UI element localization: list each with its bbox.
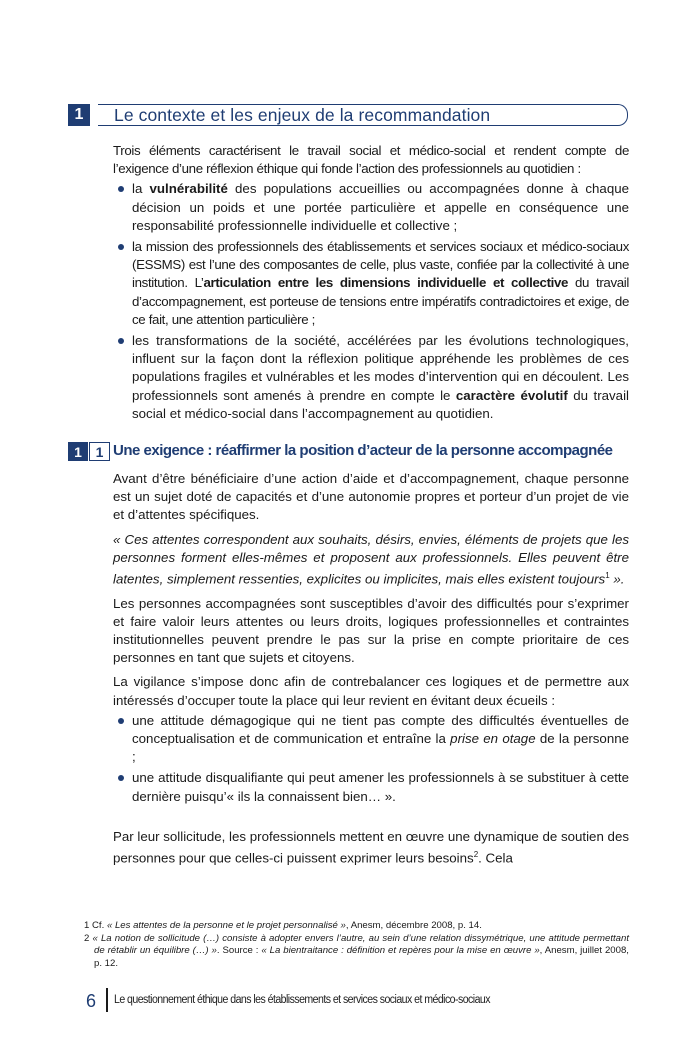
footnote-ref: 1 [605, 571, 610, 581]
subsection-number-minor: 1 [89, 442, 110, 461]
paragraph: Avant d’être bénéficiaire d’une action d’aide et d’accompagnement, chaque personne est un sujet doté de capacités et d’une autonomie propres et porteur d’un projet de vie et d’attentes spécifiques. [113, 471, 629, 523]
intro-list-item: la vulnérabilité des populations accueillies ou accompagnées donne à chaque décision un poids et une portée particulière et appelle en conséquence une responsabilité professionnelle individuelle et collective ; [132, 180, 629, 235]
pitfall-item: une attitude disqualifiante qui peut amener les professionnels à se substituer à cette dernière puisqu’« ils la connaissent bien… ». [132, 769, 629, 805]
intro-block [113, 142, 629, 426]
footnote-2: 2 « La notion de sollicitude (…) consiste à adopter envers l’autre, au sein d’une relation dissymétrique, une attitude permettant de rétablir un équilibre (…) ». Source : « La bientraitance : définition et repères pour la mise en œuvre », Anesm, juillet 2008, p. 12. [84, 932, 629, 969]
intro-list-item: les transformations de la société, accélérées par les évolutions technologiques, influent sur la façon dont la réflexion politique appréhende les problèmes de ces populations fragiles et vulnérables et les modes d’intervention qui en découlent. Les professionnels sont amenés à prendre en compte le caractère évolutif du travail social et médico-social dans l’accompagnement au quotidien. [132, 332, 629, 423]
pitfall-list [113, 712, 629, 806]
quote-paragraph: « Ces attentes correspondent aux souhaits, désirs, envies, éléments de projets que les personnes forment elles-mêmes et proposent aux professionnels. Elles peuvent être latentes, simplement ressenties, explicites ou implicites, mais elles existent toujours$^1$ ». [113, 531, 629, 587]
subsection-number-major: 1 [68, 442, 88, 461]
subsection-title: Une exigence : réaffirmer la position d’acteur de la personne accompagnée [113, 442, 613, 459]
page-footer [86, 988, 606, 1014]
intro-lead: Trois éléments caractérisent le travail social et médico-social et rendent compte de l’exigence d’une réflexion éthique qui fonde l’action des professionnels au quotidien : [113, 143, 629, 177]
page-number: 6 [86, 991, 97, 1011]
paragraph: La vigilance s’impose donc afin de contrebalancer ces logiques et de permettre aux intéressés d’occuper toute la place qui leur revient en évitant deux écueils : [113, 674, 629, 708]
pitfall-item: une attitude démagogique qui ne tient pas compte des difficultés éventuelles de conceptualisation et de communication et entraîne la prise en otage de la personne ; [132, 712, 629, 767]
paragraph: Les personnes accompagnées sont susceptibles d’avoir des difficultés pour s’exprimer et faire valoir leurs attentes ou leurs droits, logiques professionnelles et contraintes institutionnelles peuvent prendre le pas sur la prise en compte prioritaire de ces personnes en tant que sujets et citoyens. [113, 595, 629, 666]
footnote-1: 1 Cf. « Les attentes de la personne et le projet personnalisé », Anesm, décembre 2008, p. 14. [84, 920, 482, 931]
section-number: 1 [68, 104, 90, 126]
section-heading [68, 104, 628, 126]
footer-title: Le questionnement éthique dans les établissements et services sociaux et médico-sociaux [114, 994, 491, 1006]
footnote-ref: 2 [473, 850, 479, 860]
intro-list [113, 180, 629, 423]
subsection-body [113, 470, 629, 874]
footnotes [84, 920, 629, 970]
subsection-heading [68, 442, 633, 462]
section-title: Le contexte et les enjeux de la recommandation [114, 105, 491, 125]
intro-list-item: la mission des professionnels des établissements et services sociaux et médico-sociaux (ESSMS) est l’une des composantes de celle, plus vaste, confiée par la collectivité à une institution. L’articulation entre les dimensions individuelle et collective du travail d’accompagnement, est porteuse de tensions entre impératifs contradictoires et exige, de ce fait, une attention particulière ; [132, 238, 629, 329]
paragraph: Par leur sollicitude, les professionnels mettent en œuvre une dynamique de soutien des personnes pour que celles-ci puissent exprimer leurs besoins$^2$. Cela [113, 828, 629, 866]
footer-divider [106, 988, 108, 1012]
